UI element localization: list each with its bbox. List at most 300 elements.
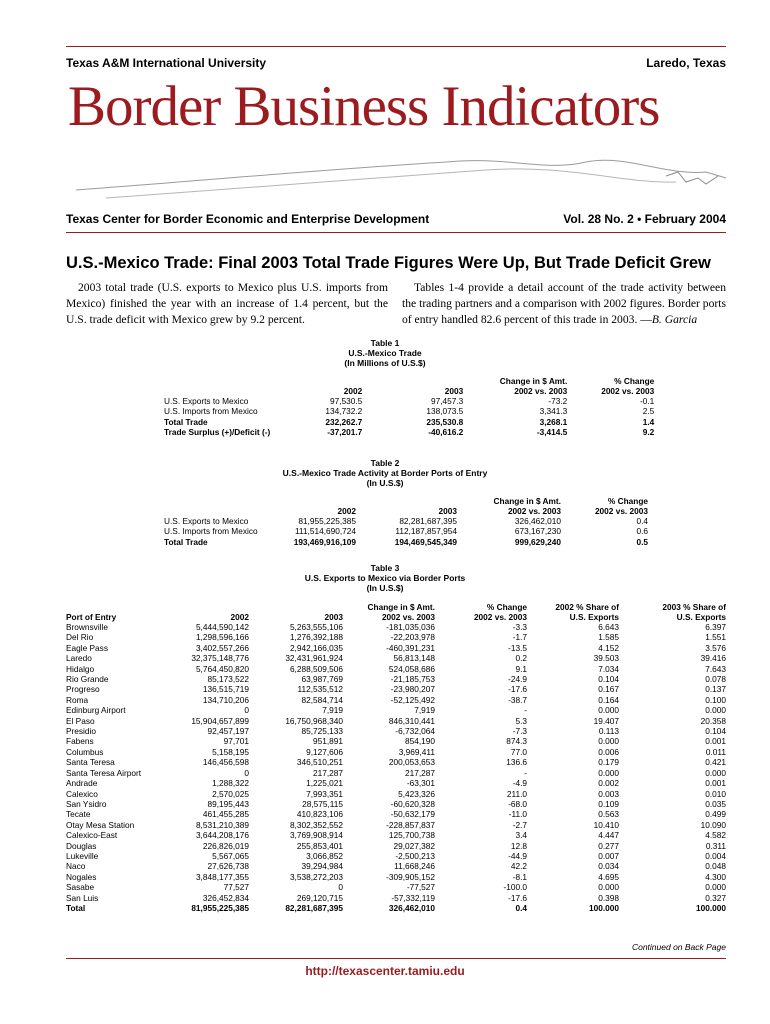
table3-cell: 8,531,210,389 (195, 819, 249, 830)
table3-cell: 2,570,025 (212, 788, 249, 799)
table1-row-label: U.S. Imports from Mexico (164, 406, 258, 417)
table3-cell: 8,302,352,552 (289, 819, 343, 830)
table3-cell: 3,644,208,176 (195, 830, 249, 841)
table3-cell: 217,287 (405, 767, 435, 778)
table2 (164, 494, 648, 547)
table3-row (66, 778, 726, 788)
table3-cell: 4.152 (598, 642, 619, 653)
table1-row (164, 396, 654, 406)
table2-cell: 999,629,240 (514, 536, 561, 547)
table2-cell: 82,281,687,395 (399, 516, 457, 526)
table2-cell: 81,955,225,385 (298, 516, 356, 526)
table3-cell: 82,281,687,395 (285, 902, 343, 913)
table3-cell: 136.6 (506, 757, 527, 768)
table3-cell: 4.582 (705, 830, 726, 841)
table1-col-2002: 2002 (343, 386, 363, 396)
table3-cell: 326,452,834 (202, 892, 249, 903)
table3-cell: 4.695 (598, 871, 619, 882)
table3-cell: -60,620,328 (390, 798, 435, 809)
table3-cell: 39,294,984 (301, 861, 343, 872)
table3-cell: 461,455,285 (202, 809, 249, 820)
table3-row (66, 872, 726, 882)
table3-cell: 3.576 (705, 642, 726, 653)
table2-title: U.S.-Mexico Trade Activity at Border Ports of Entry (282, 468, 488, 478)
table3-cell: -100.0 (503, 882, 527, 893)
article-headline: U.S.-Mexico Trade: Final 2003 Total Trade Figures Were Up, But Trade Deficit Grew (66, 254, 711, 272)
article-author: B. Garcia (651, 313, 698, 326)
table3-cell: 255,853,401 (296, 840, 343, 851)
table3-cell: 5,423,326 (398, 788, 435, 799)
table3-cell: 146,456,598 (202, 757, 249, 768)
table3-cell: 92,457,197 (207, 726, 249, 737)
table3-cell: 326,462,010 (388, 902, 435, 913)
table3-cell: -68.0 (508, 798, 527, 809)
table1-row-label: Trade Surplus (+)/Deficit (-) (164, 427, 271, 438)
table2-row-label: Total Trade (164, 536, 208, 547)
table3-cell: 77.0 (510, 746, 527, 757)
table3-cell: 4.300 (705, 871, 726, 882)
table3-cell: 134,710,206 (202, 694, 249, 705)
table2-cell: 111,514,690,724 (294, 526, 356, 537)
table3-cell: -181,035,036 (386, 622, 435, 632)
table3-cell: 874.3 (506, 736, 527, 747)
table3-cell: -17.6 (508, 892, 527, 903)
table3-row-label: Douglas (66, 840, 97, 851)
table3-cell: -3.3 (512, 622, 527, 632)
table3-cell: 0.167 (598, 684, 619, 695)
table3-cell: 7,919 (322, 705, 343, 716)
table3-cell: 7.643 (705, 663, 726, 674)
table3-row (66, 903, 726, 913)
table3-cell: 125,700,738 (388, 830, 435, 841)
table3-row (66, 799, 726, 809)
table1-caption (0, 338, 770, 368)
table3-row-label: Eagle Pass (66, 642, 108, 653)
table3-cell: 0.000 (598, 767, 619, 778)
table3-cell: 0.4 (515, 902, 527, 913)
table3-row (66, 674, 726, 684)
table3-cell: 7.034 (598, 663, 619, 674)
table2-cell: 112,187,857,954 (395, 526, 457, 537)
table3-cell: 0.006 (598, 746, 619, 757)
table3-cell: 10.090 (700, 819, 726, 830)
table3-row (66, 861, 726, 871)
table3-cell: 32,431,961,924 (285, 653, 343, 664)
table3-row (66, 841, 726, 851)
table3-cell: -11.0 (508, 809, 527, 820)
table2-cell: 0.6 (636, 526, 648, 537)
table3-cell: 4.447 (598, 830, 619, 841)
university-name: Texas A&M International University (66, 56, 267, 70)
center-name: Texas Center for Border Economic and Enterprise Development (66, 212, 430, 226)
table3-cell: 100.000 (696, 902, 726, 913)
article-col2 (402, 280, 726, 328)
table3-cell: -38.7 (508, 694, 527, 705)
table3-row-label: Progreso (66, 684, 100, 695)
table3-cell: 9.1 (515, 663, 527, 674)
table3-cell: -21,185,753 (390, 674, 435, 685)
table1 (164, 374, 654, 438)
table3-row (66, 736, 726, 746)
table3-cell: 1.585 (598, 632, 619, 643)
table3-row-label: Brownsville (66, 622, 108, 632)
table3-cell: 89,195,443 (207, 798, 249, 809)
header-rule (66, 232, 726, 233)
table3-cell: 5,263,555,106 (289, 622, 343, 632)
table3-cell: -2.7 (512, 819, 527, 830)
table3-row (66, 768, 726, 778)
table3-cell: 0.563 (598, 809, 619, 820)
table3-cell: -13.5 (508, 642, 527, 653)
table3-cell: 226,826,019 (202, 840, 249, 851)
table3-cell: 81,955,225,385 (191, 902, 249, 913)
table2-cell: 0.4 (636, 516, 648, 526)
table3-units: (In U.S.$) (366, 583, 404, 593)
table3-row (66, 726, 726, 736)
table1-cell: 138,073.5 (426, 406, 464, 417)
table3-cell: 0.007 (598, 850, 619, 861)
table1-row (164, 406, 654, 416)
masthead-title: Border Business Indicators (68, 75, 660, 138)
table2-row (164, 537, 648, 547)
table1-cell: -0.1 (639, 396, 655, 406)
table3-title: U.S. Exports to Mexico via Border Ports (304, 573, 466, 583)
table3-row (66, 820, 726, 830)
table3-cell: 0.277 (598, 840, 619, 851)
table1-cell: -3,414.5 (536, 427, 568, 438)
table2-header-row: 2002 2003 Change in $ Amt. 2002 vs. 2003 % Change 2002 vs. 2003 (337, 496, 648, 516)
table3-cell: 2,942,166,035 (289, 642, 343, 653)
table3-cell: 0.004 (705, 850, 726, 861)
table3-cell: 3,848,177,355 (195, 871, 249, 882)
table3-row-label: Tecate (66, 809, 91, 820)
table1-cell: -73.2 (548, 396, 568, 406)
texas-border-map-graphic (66, 132, 728, 208)
table3-cell: 217,287 (313, 767, 343, 778)
table3-cell: 5,764,450,820 (195, 663, 249, 674)
table3-cell: -228,857,837 (386, 819, 435, 830)
table1-cell: 2.5 (642, 406, 655, 417)
table3-cell: 85,173,522 (207, 674, 249, 685)
table3-caption (0, 563, 770, 593)
table1-header-row: 2002 2003 Change in $ Amt. 2002 vs. 2003 % Change 2002 vs. 2003 (164, 374, 654, 396)
table3-cell: 1,225,021 (306, 778, 343, 789)
table3-cell: 0.398 (598, 892, 619, 903)
table3-cell: 6.643 (598, 622, 619, 632)
table3-cell: 10.410 (593, 819, 619, 830)
table3-cell: 0.311 (705, 840, 726, 851)
table3-row-label: San Ysidro (66, 798, 107, 809)
table3-cell: 0.000 (598, 882, 619, 893)
table3-row (66, 684, 726, 694)
table1-number: Table 1 (370, 338, 400, 348)
table3-cell: 0 (244, 705, 249, 716)
table2-cell: 673,167,230 (514, 526, 561, 537)
table3-row (66, 705, 726, 715)
table3-cell: - (524, 767, 527, 778)
table2-row (164, 516, 648, 526)
table3-row-label: Hidalgo (66, 663, 95, 674)
table3-cell: -2,500,213 (395, 850, 435, 861)
table3-cell: 854,190 (405, 736, 435, 747)
table3-cell: - (524, 705, 527, 716)
table3-cell: 200,053,653 (388, 757, 435, 768)
table3-cell: 7,993,351 (306, 788, 343, 799)
table3-cell: -22,203,978 (390, 632, 435, 643)
table3-cell: 136,515,719 (202, 684, 249, 695)
table3-cell: 0.048 (705, 861, 726, 872)
table3-cell: 0.327 (705, 892, 726, 903)
table3-cell: 1.551 (705, 632, 726, 643)
table3-cell: 0.113 (598, 726, 619, 737)
table3-row-label: Calexico-East (66, 830, 118, 841)
table3-cell: 63,987,769 (301, 674, 343, 685)
continued-note: Continued on Back Page (631, 942, 726, 952)
article-col2-text: Tables 1-4 provide a detail account of the trade activity between the trading partners and a comparison with 2002 figures. Border ports of entry handled 82.6 percent of this trade in 2003. — (402, 281, 726, 326)
table3-row (66, 622, 726, 632)
table3-row (66, 882, 726, 892)
table3-cell: 19.407 (593, 715, 619, 726)
table3-cell: 11,668,246 (394, 861, 435, 872)
table3-cell: 1,288,322 (212, 778, 249, 789)
table3-cell: -57,332,119 (391, 892, 435, 903)
table3-cell: 9,127,606 (306, 746, 343, 757)
table3-cell: 39.503 (593, 653, 619, 664)
table3-cell: 0.000 (705, 705, 726, 716)
table3-cell: 410,823,106 (296, 809, 343, 820)
table3-cell: -23,980,207 (390, 684, 435, 695)
table3-cell: 0.000 (598, 736, 619, 747)
table1-row-label: U.S. Exports to Mexico (164, 396, 249, 406)
table3-cell: 12.8 (510, 840, 527, 851)
table3-cell: 951,891 (313, 736, 343, 747)
table3-cell: 3,969,411 (398, 746, 435, 757)
table3-row-label: Total (66, 902, 86, 913)
table2-cell: 193,469,916,109 (293, 536, 356, 547)
table3-cell: 32,375,148,776 (191, 653, 249, 664)
issue-info: Vol. 28 No. 2 • February 2004 (563, 212, 726, 226)
table3-cell: 20.358 (700, 715, 726, 726)
table3-cell: 112,535,512 (297, 684, 343, 695)
table3-row (66, 632, 726, 642)
table3-cell: 0.104 (598, 674, 619, 685)
table3-cell: 0.010 (705, 788, 726, 799)
table3-row (66, 695, 726, 705)
table3-cell: 0.137 (705, 684, 726, 695)
table3-cell: 82,584,714 (301, 694, 343, 705)
table3-cell: 0.035 (705, 798, 726, 809)
table3-cell: 0.104 (705, 726, 726, 737)
table3-cell: 0.421 (705, 757, 726, 768)
article-col1: 2003 total trade (U.S. exports to Mexico plus U.S. imports from Mexico) finished the year with an increase of 1.4 percent, but the U.S. trade deficit with Mexico grew by 9.2 percent. (66, 281, 388, 326)
table3-cell: 3,066,852 (306, 850, 343, 861)
table3-row (66, 643, 726, 653)
table3-cell: -24.9 (508, 674, 527, 685)
table3-row-label: Calexico (66, 788, 98, 799)
table3-cell: 3.4 (515, 830, 527, 841)
table3-cell: -1.7 (512, 632, 527, 643)
table3-row (66, 893, 726, 903)
table3-cell: 85,725,133 (301, 726, 343, 737)
table3-cell: -63,301 (406, 778, 435, 789)
table1-cell: -37,201.7 (327, 427, 363, 438)
table3-row-label: Lukeville (66, 850, 99, 861)
table3-row-label: Edinburg Airport (66, 705, 126, 716)
table3-cell: -6,732,064 (395, 726, 435, 737)
table3-cell: 0.164 (598, 694, 619, 705)
table3-cell: -7.3 (512, 726, 527, 737)
table3-cell: 346,510,251 (296, 757, 343, 768)
table2-row-label: U.S. Exports to Mexico (164, 516, 249, 526)
table3-row-label: Presidio (66, 726, 96, 737)
table3-cell: -44.9 (508, 850, 527, 861)
table1-cell: 3,268.1 (539, 416, 568, 427)
table3-row-label: Fabens (66, 736, 94, 747)
table3-cell: 524,058,686 (388, 663, 435, 674)
table3-cell: 3,402,557,266 (195, 642, 249, 653)
table1-cell: 97,530.5 (329, 396, 363, 406)
table3-cell: 0.000 (598, 705, 619, 716)
table3-row (66, 757, 726, 767)
table1-cell: 235,530.8 (426, 416, 464, 427)
table2-units: (In U.S.$) (366, 478, 404, 488)
table3-row-label: Laredo (66, 653, 92, 664)
table3-cell: 1,298,596,166 (195, 632, 249, 643)
table3-row-label: Roma (66, 694, 89, 705)
table3-row (66, 747, 726, 757)
table3-row-label: Naco (66, 861, 86, 872)
table3-row (66, 851, 726, 861)
table3-cell: 5,158,195 (212, 746, 249, 757)
table3-row (66, 716, 726, 726)
table1-col-2003: 2003 (444, 386, 464, 396)
table3-cell: 0.179 (598, 757, 619, 768)
table3-row-label: Del Rio (66, 632, 94, 643)
table3-cell: 0.100 (705, 694, 726, 705)
table3-cell: 6,288,509,506 (289, 663, 343, 674)
table3-cell: 0.000 (705, 882, 726, 893)
table3-cell: 0.499 (705, 809, 726, 820)
table3-cell: 3,538,272,203 (289, 871, 343, 882)
table2-row-label: U.S. Imports from Mexico (164, 526, 258, 537)
table3-cell: 29,027,382 (393, 840, 435, 851)
website-link[interactable]: http://texascenter.tamiu.edu (305, 964, 465, 978)
table3-row-label: Santa Teresa Airport (66, 767, 142, 778)
table3-cell: 0.011 (705, 746, 726, 757)
table3-row (66, 830, 726, 840)
table1-units: (In Millions of U.S.$) (344, 358, 426, 368)
table3-row-label: Rio Grande (66, 674, 109, 685)
table3-cell: 42.2 (510, 861, 527, 872)
table2-cell: 194,469,545,349 (394, 536, 457, 547)
table3-cell: 5,444,590,142 (195, 622, 249, 632)
table3-row-label: El Paso (66, 715, 95, 726)
table1-cell: 9.2 (642, 427, 655, 438)
table2-cell: 0.5 (636, 536, 648, 547)
table3-header-row: Port of Entry 2002 2003 Change in $ Amt. 2002 vs. 2003 % Change 2002 vs. 2003 2002 % Share of U.S. Exports 2003 % Share of U.S. Exports (66, 602, 726, 622)
table3-cell: 7,919 (414, 705, 435, 716)
location: Laredo, Texas (646, 56, 726, 70)
footer-rule (66, 958, 726, 959)
table3-cell: 6.397 (705, 622, 726, 632)
table1-cell: 3,341.3 (539, 406, 568, 417)
table3-row-label: Santa Teresa (66, 757, 115, 768)
table3-cell: 100.000 (589, 902, 619, 913)
table3-cell: 77,527 (223, 882, 249, 893)
table3-cell: 0.2 (515, 653, 527, 664)
table3-cell: 211.0 (506, 788, 527, 799)
table3-cell: 0.001 (705, 778, 726, 789)
table3-cell: 5,567,065 (212, 850, 249, 861)
table3-cell: -309,905,152 (386, 871, 435, 882)
table3-cell: 0 (338, 882, 343, 893)
table3-number: Table 3 (370, 563, 400, 573)
table3-cell: 27,626,738 (207, 861, 249, 872)
table3-cell: -50,632,179 (390, 809, 435, 820)
table3-cell: 15,904,657,899 (191, 715, 249, 726)
table3-cell: -17.6 (508, 684, 527, 695)
table1-cell: -40,616.2 (428, 427, 464, 438)
table3-row-label: Nogales (66, 871, 97, 882)
table1-title: U.S.-Mexico Trade (348, 348, 422, 358)
table3-row (66, 789, 726, 799)
table1-row (164, 427, 654, 437)
table3-cell: 269,120,715 (296, 892, 343, 903)
table3-cell: 39.416 (700, 653, 726, 664)
table3 (66, 600, 726, 913)
table1-cell: 134,732.2 (325, 406, 363, 417)
table2-row (164, 526, 648, 536)
table3-cell: 0.001 (705, 736, 726, 747)
table3-cell: -4.9 (512, 778, 527, 789)
table3-cell: 0.078 (705, 674, 726, 685)
table3-row-label: Andrade (66, 778, 98, 789)
table3-cell: 3,769,908,914 (289, 830, 343, 841)
table3-cell: 28,575,115 (302, 798, 343, 809)
table3-cell: 0.034 (598, 861, 619, 872)
table3-cell: 5.3 (515, 715, 527, 726)
table1-cell: 232,262.7 (325, 416, 363, 427)
table3-row-label: San Luis (66, 892, 99, 903)
table3-cell: 0.109 (598, 798, 619, 809)
table1-cell: 1.4 (642, 416, 655, 427)
table3-cell: 846,310,441 (388, 715, 435, 726)
table2-number: Table 2 (370, 458, 400, 468)
table1-row-label: Total Trade (164, 416, 208, 427)
table3-row (66, 809, 726, 819)
table3-row (66, 653, 726, 663)
table3-row-label: Sasabe (66, 882, 95, 893)
table3-cell: 0.000 (705, 767, 726, 778)
table3-cell: -460,391,231 (386, 642, 435, 653)
table3-cell: 0 (244, 767, 249, 778)
table3-row-label: Otay Mesa Station (66, 819, 135, 830)
table3-cell: 1,276,392,188 (289, 632, 343, 643)
table2-caption (0, 458, 770, 488)
table3-cell: -77,527 (406, 882, 435, 893)
table3-cell: 97,701 (223, 736, 249, 747)
table2-cell: 326,462,010 (514, 516, 561, 526)
table3-cell: 0.003 (598, 788, 619, 799)
table3-cell: 56,813,148 (393, 653, 435, 664)
table1-cell: 97,457.3 (430, 396, 464, 406)
table1-row (164, 417, 654, 427)
table3-cell: -8.1 (512, 871, 527, 882)
table3-row (66, 664, 726, 674)
top-rule (66, 46, 726, 47)
table3-cell: 16,750,968,340 (285, 715, 343, 726)
table3-cell: 0.002 (598, 778, 619, 789)
